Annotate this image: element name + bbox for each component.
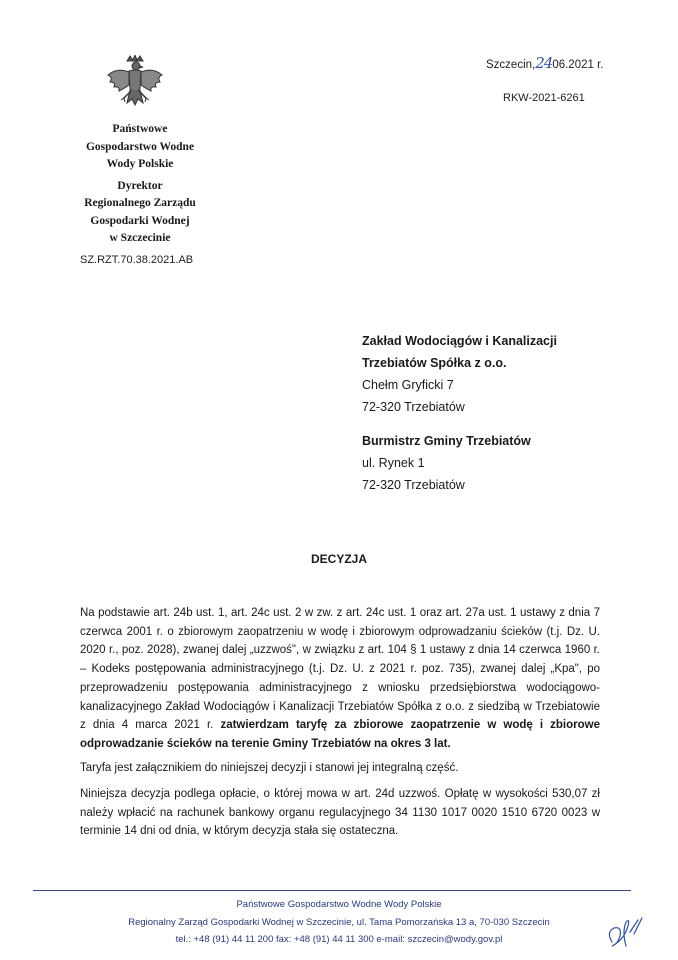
dept-line: w Szczecinie <box>109 232 171 244</box>
recipient-name: Trzebiatów Spółka z o.o. <box>362 356 507 370</box>
date-handwritten-day: 24 <box>535 54 553 72</box>
fee-paragraph: Niniejsza decyzja podlega opłacie, o której mowa w art. 24d uzzwoś. Opłatę w wysokości 530,07 zł należy wpłacić na rachunek bankowy organu regulacyjnego 34 1130 1017 0020 1510 6720 0023 w terminie 14 dni od dnia, w którym decyzja stała się ostateczna. <box>80 788 600 838</box>
recipient-address: 72-320 Trzebiatów <box>362 478 465 492</box>
dept-line: Gospodarki Wodnej <box>90 214 190 227</box>
recipient-block <box>362 430 531 496</box>
org-line: Wody Polskie <box>106 158 174 170</box>
organization-header <box>48 121 232 248</box>
recipient-name: Burmistrz Gminy Trzebiatów <box>362 434 531 448</box>
recipient-address: ul. Rynek 1 <box>362 456 425 470</box>
footer <box>0 896 678 949</box>
footer-line: Regionalny Zarząd Gospodarki Wodnej w Szczecinie, ul. Tama Pomorzańska 13 a, 70-030 Szczecin <box>128 916 550 928</box>
decision-ruling: zatwierdzam taryfę za zbiorowe zaopatrzenie w wodę i zbiorowe odprowadzanie ścieków na terenie Gminy Trzebiatów na okres 3 lat. <box>80 719 600 750</box>
recipient-address: 72-320 Trzebiatów <box>362 400 465 414</box>
recipient-address: Chełm Gryficki 7 <box>362 378 454 392</box>
tariff-paragraph: Taryfa jest załącznikiem do niniejszej decyzji i stanowi jej integralną część. <box>80 762 459 774</box>
recipient-name: Zakład Wodociągów i Kanalizacji <box>362 334 557 348</box>
footer-divider <box>33 890 631 891</box>
footer-line: tel.: +48 (91) 44 11 200 fax: +48 (91) 44 11 300 e-mail: szczecin@wody.gov.pl <box>175 934 503 945</box>
footer-line: Państwowe Gospodarstwo Wodne Wody Polskie <box>236 899 442 910</box>
dept-line: Regionalnego Zarządu <box>84 197 196 209</box>
department-block <box>48 178 232 248</box>
date-suffix: 06.2021 r. <box>552 59 604 71</box>
handwritten-initials-icon <box>604 912 648 952</box>
org-line: Gospodarstwo Wodne <box>85 140 195 153</box>
dept-line: Dyrektor <box>117 179 163 192</box>
reference-number: SZ.RZT.70.38.2021.AB <box>80 254 194 266</box>
org-line: Państwowe <box>112 123 168 135</box>
polish-eagle-emblem-icon <box>105 55 165 117</box>
document-date <box>486 54 603 72</box>
decision-intro: Na podstawie art. 24b ust. 1, art. 24c ust. 2 w zw. z art. 24c ust. 1 oraz art. 27a ust. 1 ustawy z dnia 7 czerwca 2001 r. o zbiorowym zaopatrzeniu w wodę i zbiorowym odprowadzaniu ścieków (t.j. Dz. U. 2020 r., poz. 2028), zwanej dalej „uzzwoś", w związku z art. 104 § 1 ustawy z dnia 14 czerwca 1960 r. – Kodeks postępowania administracyjnego (t.j. Dz. U. z 2021 r. poz. 735), zwanej dalej „Kpa", po przeprowadzeniu postępowania administracyjnego z wniosku przedsiębiorstwa wodociągowo-kanalizacyjnego Zakład Wodociągów i Kanalizacji Trzebiatów Spółka z o.o. z siedzibą w Trzebiatowie z dnia 4 marca 2021 r. <box>80 607 600 732</box>
date-prefix: Szczecin, <box>486 59 536 71</box>
decision-paragraph <box>80 604 600 754</box>
recipient-block <box>362 330 557 418</box>
case-number: RKW-2021-6261 <box>503 92 585 104</box>
org-name-block <box>48 121 232 174</box>
document-title: DECYZJA <box>310 552 367 566</box>
